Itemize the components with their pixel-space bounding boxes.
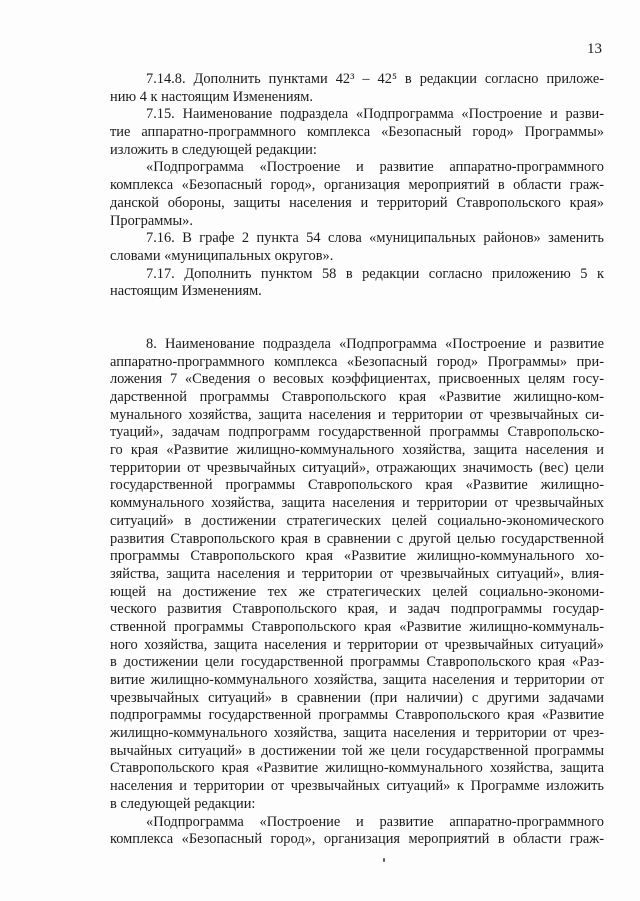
text-line: жилищно-коммунального хозяйства, защита населения и территории от чрез- [110,725,604,742]
text-line: вычайных ситуаций» в достижении той же цели государственной программы [110,742,604,759]
paragraph-item-7-14-8 [110,71,604,106]
text-line: ющей на достижение тех же стратегических целей социально-экономи- [110,583,604,600]
text-line: витие жилищно-коммунального хозяйства, защита населения и территории от [110,672,604,688]
text-line: 7.16. В графе 2 пункта 54 слова «муниципальных районов» заменить [146,230,604,247]
text-line: Ставропольского края «Развитие жилищно-коммунального хозяйства, защита [110,760,604,777]
text-line: го края «Развитие жилищно-коммунального хозяйства, защита населения и [110,442,604,459]
paragraph-item-7-15 [110,106,604,159]
scan-speck [383,858,385,862]
text-line: в достижении цели государственной программы Ставропольского края «Раз- [110,654,604,671]
document-body [110,71,604,849]
page-number: 13 [587,41,602,57]
text-line: программы Ставропольского края «Развитие жилищно-коммунального хо- [110,548,604,565]
text-line: чрезвычайных ситуаций» в сравнении (при наличии) с другими задачами [110,689,604,706]
text-line: 7.14.8. Дополнить пунктами 42³ – 42⁵ в редакции согласно приложе- [146,71,604,87]
paragraph-item-8 [110,336,604,814]
text-line: подпрограммы государственной программы Ставропольского края «Развитие [110,707,604,724]
text-line: зяйства, защита населения и территории от чрезвычайных ситуаций», влия- [110,565,604,582]
text-line: тие аппаратно-программного комплекса «Безопасный город» Программы» [110,124,604,141]
text-line: ческого развития Ставропольского края, и задач подпрограммы государ- [110,601,604,618]
text-line: территории от чрезвычайных ситуаций», отражающих значимость (вес) цели [110,459,604,476]
text-line: настоящим Изменениям. [110,283,262,300]
text-line: данской обороны, защиты населения и территорий Ставропольского края» [110,194,604,211]
text-line: комплекса «Безопасный город», организация мероприятий в области граж- [110,831,604,848]
text-line: аппаратно-программного комплекса «Безопасный город» Программы» при- [110,353,604,370]
paragraph-item-7-15-quote [110,159,604,230]
text-line: словами «муниципальных округов». [110,247,334,264]
text-line: «Подпрограмма «Построение и развитие аппаратно-программного [146,159,604,176]
text-line: нию 4 к настоящим Изменениям. [110,88,313,105]
text-line: государственной программы Ставропольского края «Развитие жилищно- [110,477,604,494]
text-line: Программы». [110,212,193,229]
text-line: ложения 7 «Сведения о весовых коэффициентах, присвоенных целям госу- [110,371,604,388]
text-line: «Подпрограмма «Построение и развитие аппаратно-программного [146,813,604,830]
text-line: коммунального хозяйства, защита населения и территории от чрезвычайных [110,495,604,512]
text-line: изложить в следующей редакции: [110,141,317,158]
text-line: мунального хозяйства, защита населения и территории от чрезвычайных си- [110,406,604,423]
text-line: развития Ставропольского края в сравнении с другой целью государственной [110,530,604,547]
text-line: в следующей редакции: [110,795,256,812]
text-line: населения и территории от чрезвычайных ситуаций» к Программе изложить [110,778,604,795]
text-line: 8. Наименование подраздела «Подпрограмма «Построение и развитие [146,335,604,352]
text-line: туаций», задачам подпрограмм государственной программы Ставропольско- [110,424,604,441]
text-line: ственной программы Ставропольского края «Развитие жилищно-коммуналь- [110,618,604,635]
text-line: комплекса «Безопасный город», организация мероприятий в области граж- [110,177,604,194]
paragraph-item-8-quote [110,814,604,849]
text-line: ного хозяйства, защита населения и территории от чрезвычайных ситуаций» [110,636,604,653]
text-line: ситуаций» в достижении стратегических целей социально-экономического [110,512,604,529]
text-line: дарственной программы Ставропольского края «Развитие жилищно-ком- [110,389,604,405]
paragraph-item-7-17 [110,266,604,301]
paragraph-item-7-16 [110,230,604,265]
text-line: 7.17. Дополнить пунктом 58 в редакции согласно приложению 5 к [146,265,604,282]
text-line: 7.15. Наименование подраздела «Подпрограмма «Построение и разви- [146,106,604,123]
